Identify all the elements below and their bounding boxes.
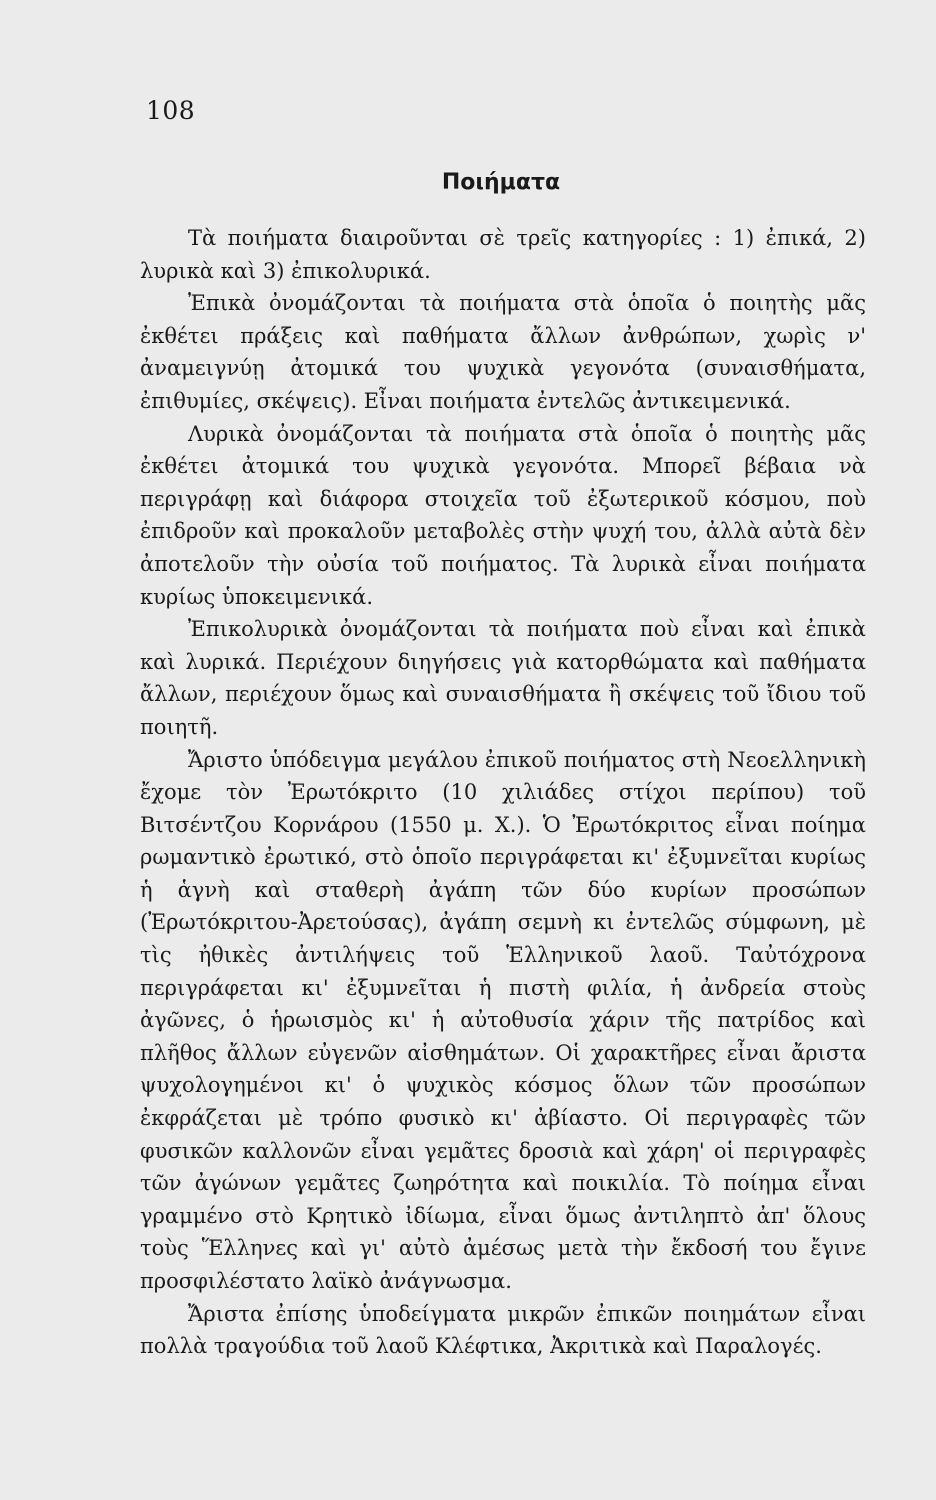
paragraph-erotokritos: Ἄριστο ὑπόδειγμα μεγάλου ἐπικοῦ ποιήματος στὴ Νεοελληνικὴ ἔχομε τὸν Ἐρωτόκριτο (10 χιλιάδες στίχοι περίπου) τοῦ Βιτσέντζου Κορνάρου (1550 μ. Χ.). Ὁ Ἐρωτόκριτος εἶναι ποίημα ρωμαντικὸ ἐρωτικό, στὸ ὁποῖο περιγράφεται κι' ἐξυμνεῖται κυρίως ἡ ἁγνὴ καὶ σταθερὴ ἀγάπη τῶν δύο κυρίων προσώπων (Ἐρωτόκριτου-Ἀρετούσας), ἀγάπη σεμνὴ κι ἐντελῶς σύμφωνη, μὲ τὶς ἠθικὲς ἀντιλήψεις τοῦ Ἑλληνικοῦ λαοῦ. Ταὐτόχρονα περιγράφεται κι' ἐξυμνεῖται ἡ πιστὴ φιλία, ἡ ἀνδρεία στοὺς ἀγῶνες, ὁ ἡρωισμὸς κι' ἡ αὐτοθυσία χάριν τῆς πατρίδος καὶ πλῆθος ἄλλων εὐγενῶν αἰσθημάτων. Οἱ χαρακτῆρες εἶναι ἄριστα ψυχολογημένοι κι' ὁ ψυχικὸς κόσμος ὅλων τῶν προσώπων ἐκφράζεται μὲ τρόπο φυσικὸ κι' ἀβίαστο. Οἱ περιγραφὲς τῶν φυσικῶν καλλονῶν εἶναι γεμᾶτες δροσιὰ καὶ χάρη' οἱ περιγραφὲς τῶν ἀγώνων γεμᾶτες ζωηρότητα καὶ ποικιλία. Τὸ ποίημα εἶναι γραμμένο στὸ Κρητικὸ ἰδίωμα, εἶναι ὅμως ἀντιληπτὸ ἀπ' ὅλους τοὺς Ἕλληνες καὶ γι' αὐτὸ ἀμέσως μετὰ τὴν ἔκδοσή του ἔγινε προσφιλέστατο λαϊκὸ ἀνάγνωσμα.	[140, 747, 866, 1293]
paragraph-folk-songs: Ἄριστα ἐπίσης ὑποδείγματα μικρῶν ἐπικῶν ποιημάτων εἶναι πολλὰ τραγούδια τοῦ λαοῦ Κλέφτικα, Ἀκριτικὰ καὶ Παραλογές.	[140, 1301, 866, 1359]
paragraph-lyric: Λυρικὰ ὀνομάζονται τὰ ποιήματα στὰ ὁποῖα ὁ ποιητὴς μᾶς ἐκθέτει ἀτομικά του ψυχικὰ γεγονότα. Μπορεῖ βέβαια νὰ περιγράφῃ καὶ διάφορα στοιχεῖα τοῦ ἐξωτερικοῦ κόσμου, ποὺ ἐπιδροῦν καὶ προκαλοῦν μεταβολὲς στὴν ψυχή του, ἀλλὰ αὐτὰ δὲν ἀποτελοῦν τὴν οὐσία τοῦ ποιήματος. Τὰ λυρικὰ εἶναι ποιήματα κυρίως ὑποκειμενικά.	[140, 421, 866, 609]
paragraph-epic-lyric: Ἐπικολυρικὰ ὀνομάζονται τὰ ποιήματα ποὺ εἶναι καὶ ἐπικὰ καὶ λυρικά. Περιέχουν διηγήσεις γιὰ κατορθώματα καὶ παθήματα ἄλλων, περιέχουν ὅμως καὶ συναισθήματα ἢ σκέψεις τοῦ ἴδιου τοῦ ποιητῆ.	[140, 617, 866, 739]
body-text	[140, 222, 866, 1363]
page-number: 108	[146, 96, 196, 125]
page-title: Ποιήματα	[441, 170, 561, 195]
paragraph-categories: Τὰ ποιήματα διαιροῦνται σὲ τρεῖς κατηγορίες : 1) ἐπικά, 2) λυρικὰ καὶ 3) ἐπικολυρικά.	[140, 226, 866, 283]
paragraph-epic: Ἐπικὰ ὀνομάζονται τὰ ποιήματα στὰ ὁποῖα ὁ ποιητὴς μᾶς ἐκθέτει πράξεις καὶ παθήματα ἄλλων ἀνθρώπων, χωρὶς ν' ἀναμειγνύῃ ἀτομικά του ψυχικὰ γεγονότα (συναισθήματα, ἐπιθυμίες, σκέψεις). Εἶναι ποιήματα ἐντελῶς ἀντικειμενικά.	[140, 291, 866, 413]
